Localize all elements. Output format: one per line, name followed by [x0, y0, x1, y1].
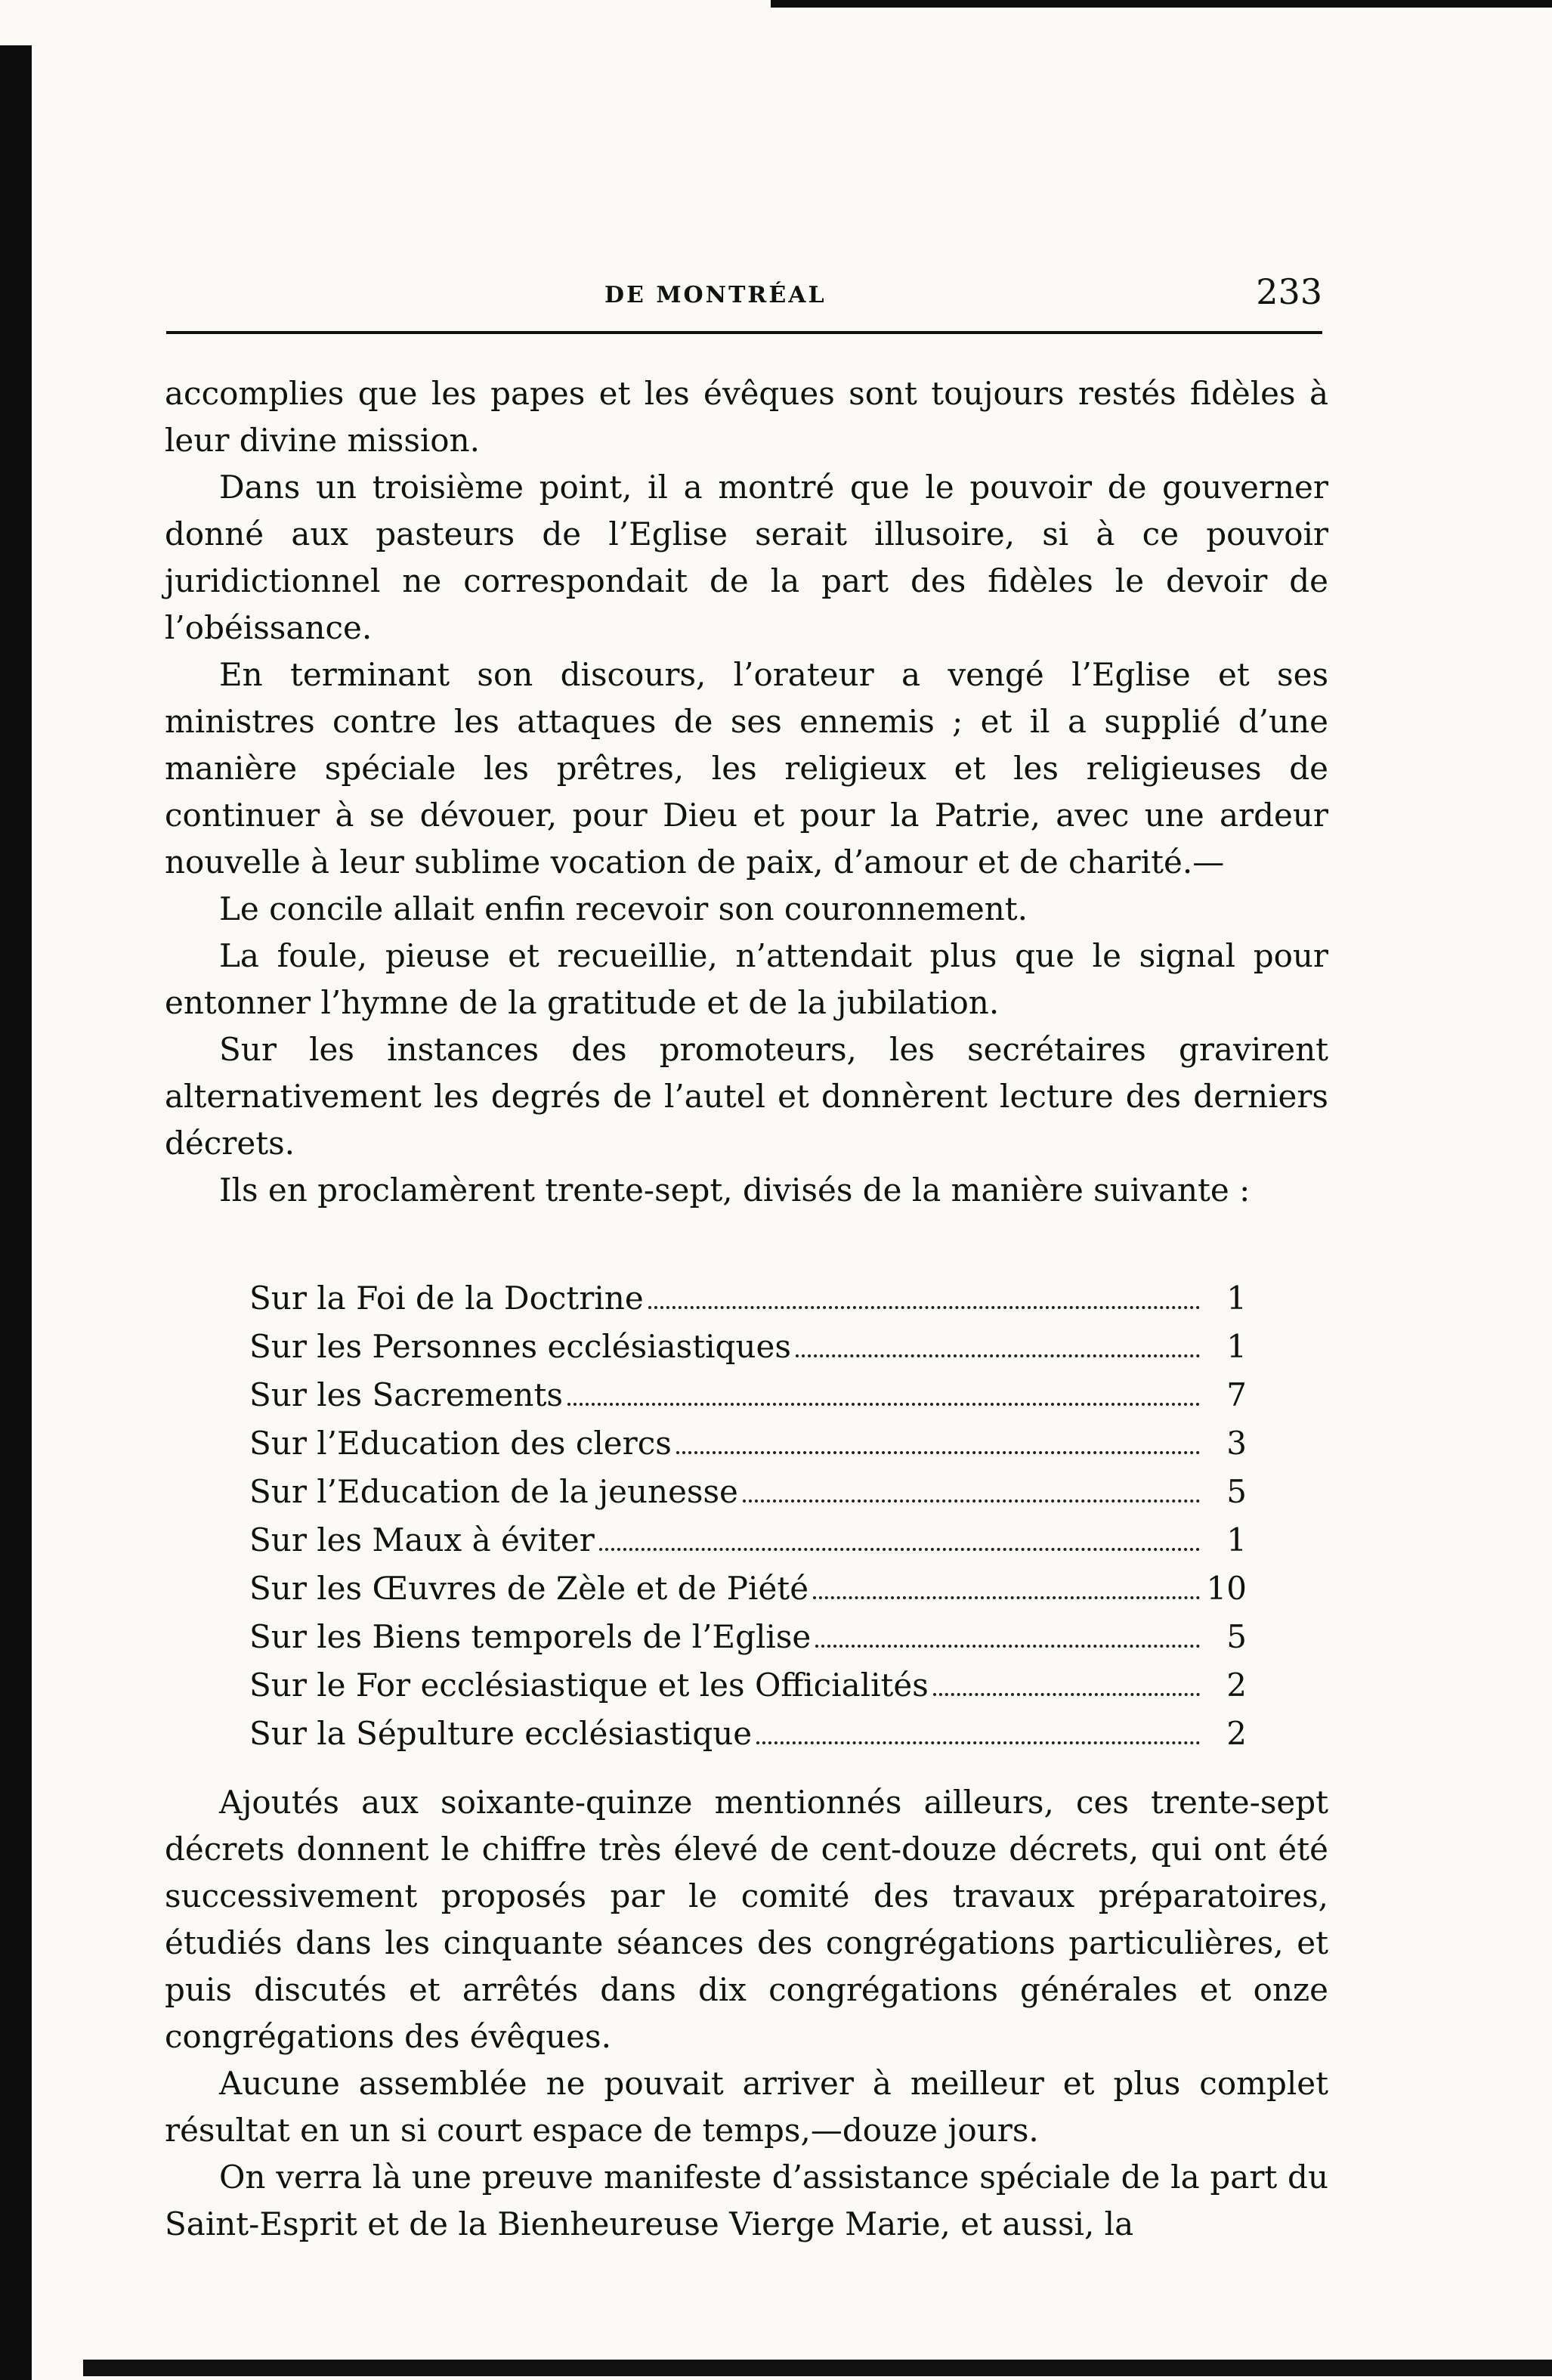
dot-leader	[813, 1596, 1200, 1599]
scan-binding-edge	[0, 45, 32, 2380]
closing-text	[165, 1779, 1328, 2248]
paragraph: Dans un troisième point, il a montré que le pouvoir de gouverner donné aux pasteurs de l’Eglise serait illusoire, si à ce pouvoir juridictionnel ne correspondait de la part des fidèles le devoir de l’obéissance.	[165, 469, 1328, 646]
scan-top-edge	[771, 0, 1552, 8]
list-item	[249, 1661, 1247, 1710]
decree-count: 7	[1226, 1376, 1247, 1413]
paragraph: Aucune assemblée ne pouvait arriver à meilleur et plus complet résultat en un si court espace de temps,—douze jours.	[165, 2065, 1328, 2149]
header-rule	[166, 331, 1322, 334]
page-number: 233	[1256, 271, 1322, 312]
decree-count: 10	[1206, 1570, 1247, 1607]
decree-count: 5	[1226, 1618, 1247, 1655]
decree-label: Sur les Œuvres de Zèle et de Piété	[249, 1570, 809, 1607]
body-text	[165, 370, 1328, 1214]
paragraph: Ajoutés aux soixante-quinze mentionnés ailleurs, ces trente-sept décrets donnent le chiffre très élevé de cent-douze décrets, qui ont été successivement proposés par le comité des travaux préparatoires, étudiés dans les cinquante séances des congrégations particulières, et puis discutés et arrêtés dans dix congrégations générales et onze congrégations des évêques.	[165, 1784, 1328, 2055]
paragraph: Ils en proclamèrent trente-sept, divisés de la manière suivante :	[219, 1171, 1251, 1209]
page-header	[166, 268, 1322, 321]
decree-label: Sur les Personnes ecclésiastiques	[249, 1328, 791, 1365]
decree-count: 1	[1226, 1521, 1247, 1558]
dot-leader	[567, 1403, 1200, 1406]
paragraph: Sur les instances des promoteurs, les secrétaires gravirent alternativement les degrés de l’autel et donnèrent lecture des derniers décrets.	[165, 1031, 1328, 1162]
dot-leader	[599, 1548, 1200, 1551]
decree-label: Sur le For ecclésiastique et les Officialités	[249, 1667, 929, 1704]
dot-leader	[676, 1451, 1200, 1454]
decree-count: 1	[1226, 1280, 1247, 1317]
paragraph: accomplies que les papes et les évêques sont toujours restés fidèles à leur divine mission.	[165, 375, 1328, 459]
decree-count: 1	[1226, 1328, 1247, 1365]
list-item	[249, 1710, 1247, 1758]
dot-leader	[796, 1354, 1200, 1357]
decree-count: 5	[1226, 1473, 1247, 1510]
dot-leader	[648, 1306, 1200, 1309]
list-item	[249, 1613, 1247, 1661]
dot-leader	[933, 1693, 1200, 1696]
list-item	[249, 1564, 1247, 1613]
decree-label: Sur l’Education de la jeunesse	[249, 1473, 738, 1510]
decree-count: 2	[1226, 1667, 1247, 1704]
decree-list	[249, 1274, 1247, 1758]
list-item	[249, 1371, 1247, 1419]
list-item	[249, 1516, 1247, 1564]
list-item	[249, 1419, 1247, 1468]
decree-label: Sur les Maux à éviter	[249, 1521, 595, 1558]
decree-label: Sur l’Education des clercs	[249, 1425, 672, 1462]
paragraph: La foule, pieuse et recueillie, n’attendait plus que le signal pour entonner l’hymne de la gratitude et de la jubilation.	[165, 937, 1328, 1021]
list-item	[249, 1323, 1247, 1371]
paragraph: Le concile allait enfin recevoir son couronnement.	[219, 890, 1028, 927]
decree-label: Sur les Biens temporels de l’Eglise	[249, 1618, 812, 1655]
paragraph: En terminant son discours, l’orateur a vengé l’Eglise et ses ministres contre les attaques de ses ennemis ; et il a supplié d’une manière spéciale les prêtres, les religieux et les religieuses de continuer à se dévouer, pour Dieu et pour la Patrie, avec une ardeur nouvelle à leur sublime vocation de paix, d’amour et de charité.—	[165, 656, 1328, 881]
dot-leader	[815, 1645, 1200, 1648]
running-head: DE MONTRÉAL	[604, 282, 827, 308]
decree-label: Sur la Sépulture ecclésiastique	[249, 1715, 753, 1752]
list-item	[249, 1274, 1247, 1323]
decree-count: 3	[1226, 1425, 1247, 1462]
dot-leader	[743, 1499, 1200, 1503]
decree-label: Sur les Sacrements	[249, 1376, 563, 1413]
scan-bottom-edge	[83, 2360, 1552, 2376]
decree-count: 2	[1226, 1715, 1247, 1752]
decree-label: Sur la Foi de la Doctrine	[249, 1280, 644, 1317]
dot-leader	[756, 1741, 1200, 1744]
list-item	[249, 1468, 1247, 1516]
paragraph: On verra là une preuve manifeste d’assistance spéciale de la part du Saint-Esprit et de la Bienheureuse Vierge Marie, et aussi, la	[165, 2159, 1328, 2242]
